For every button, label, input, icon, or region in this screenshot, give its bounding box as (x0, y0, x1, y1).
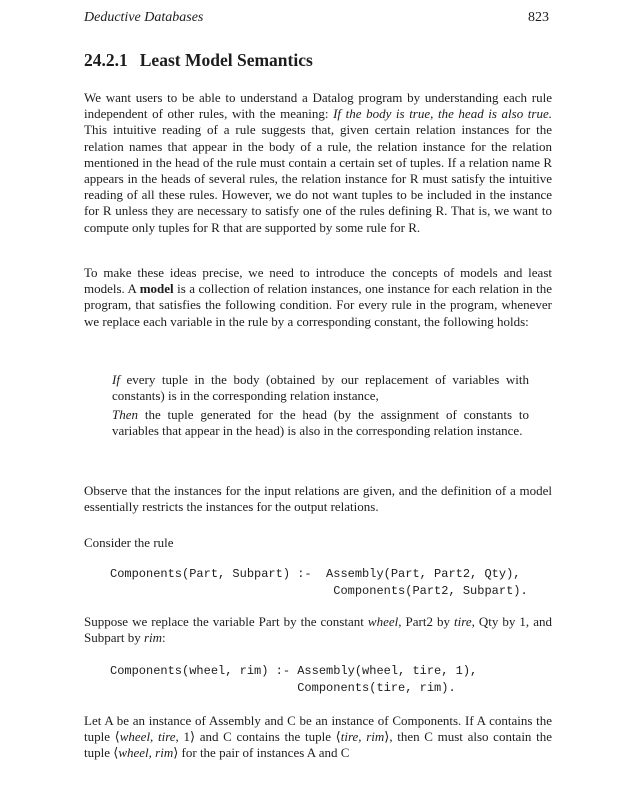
term-model: model (139, 281, 174, 297)
paragraph-suppose-text-4: : (162, 630, 166, 646)
constant-wheel: wheel (367, 614, 399, 629)
running-head: Deductive Databases (84, 10, 204, 25)
condition-then (112, 407, 529, 439)
paragraph-models-text-1: To make these ideas precise, we need to introduce the concepts of models and least models. A (84, 265, 552, 297)
paragraph-observe: Observe that the instances for the input relations are given, and the definition of a model essentially restricts the instances for the output relations. (84, 483, 552, 515)
tuple-tire-rim: tire, rim (340, 729, 385, 745)
paragraph-suppose-text-1: Suppose we replace the variable Part by the constant (84, 614, 368, 629)
paragraph-intro-italic: If the body is true, the head is also true. (333, 106, 552, 122)
paragraph-let-text-3: ⟩, then C must also contain the tuple ⟨ (84, 729, 552, 761)
paragraph-suppose-text-2: , Part2 by (398, 614, 455, 629)
paragraph-suppose-text-3: , Qty by 1, and Subpart by (84, 614, 552, 646)
paragraph-let-text-4: ⟩ for the pair of instances A and C (173, 745, 350, 761)
paragraph-intro (84, 90, 552, 236)
condition-if-text: every tuple in the body (obtained by our replacement of variables with constants) is in the corresponding relation instance, (112, 372, 529, 404)
paragraph-consider: Consider the rule (84, 535, 174, 550)
page-number: 823 (528, 10, 549, 25)
section-title: Least Model Semantics (139, 50, 313, 70)
code-rule-general-line-2: Components(Part2, Subpart). (110, 584, 528, 598)
constant-tire: tire (454, 614, 472, 629)
code-rule-general (110, 566, 528, 600)
paragraph-let-text-2: 1⟩ and C contains the tuple ⟨ (178, 729, 341, 745)
tuple-wheel-tire: wheel, tire, (119, 729, 179, 745)
code-rule-instantiated-line-2: Components(tire, rim). (110, 681, 456, 695)
paragraph-intro-text-2: This intuitive reading of a rule suggests that, given certain relation instances for the relation names that appear in the body of a rule, the relation instance for the relation mentioned in the head of the rule must contain a certain set of tuples. If a relation name R appears in the heads of several rules, the relation instance for R must satisfy the intuitive reading of all these rules. However, we do not want tuples to be included in the instance for R unless they are necessary to satisfy one of the rules defining R. That is, we want to compute only tuples for R that are supported by some rule for R. (84, 122, 552, 235)
section-number: 24.2.1 (84, 50, 128, 70)
constant-rim: rim (143, 630, 163, 646)
condition-if-keyword: If (112, 372, 120, 387)
paragraph-let (84, 713, 552, 762)
paragraph-models (84, 265, 552, 330)
code-rule-general-line-1: Components(Part, Subpart) :- Assembly(Part, Part2, Qty), (110, 567, 521, 581)
condition-if (112, 372, 529, 404)
paragraph-suppose (84, 614, 552, 646)
code-rule-instantiated (110, 663, 477, 697)
code-rule-instantiated-line-1: Components(wheel, rim) :- Assembly(wheel, tire, 1), (110, 664, 478, 678)
tuple-wheel-rim: wheel, rim (118, 745, 174, 761)
paragraph-let-text-1: Let A be an instance of Assembly and C be an instance of Components. If A contains the tuple ⟨ (84, 713, 552, 745)
paragraph-models-text-2: is a collection of relation instances, one instance for each relation in the program, that satisfies the following condition. For every rule in the program, whenever we replace each variable in the rule by a corresponding constant, the following holds: (84, 281, 552, 329)
paragraph-intro-text-1: We want users to be able to understand a Datalog program by understanding each rule independent of other rules, with the meaning: (84, 90, 552, 122)
condition-then-keyword: Then (112, 407, 138, 422)
section-heading (84, 50, 313, 71)
condition-then-text: the tuple generated for the head (by the assignment of constants to variables that appear in the head) is also in the corresponding relation instance. (112, 407, 529, 439)
